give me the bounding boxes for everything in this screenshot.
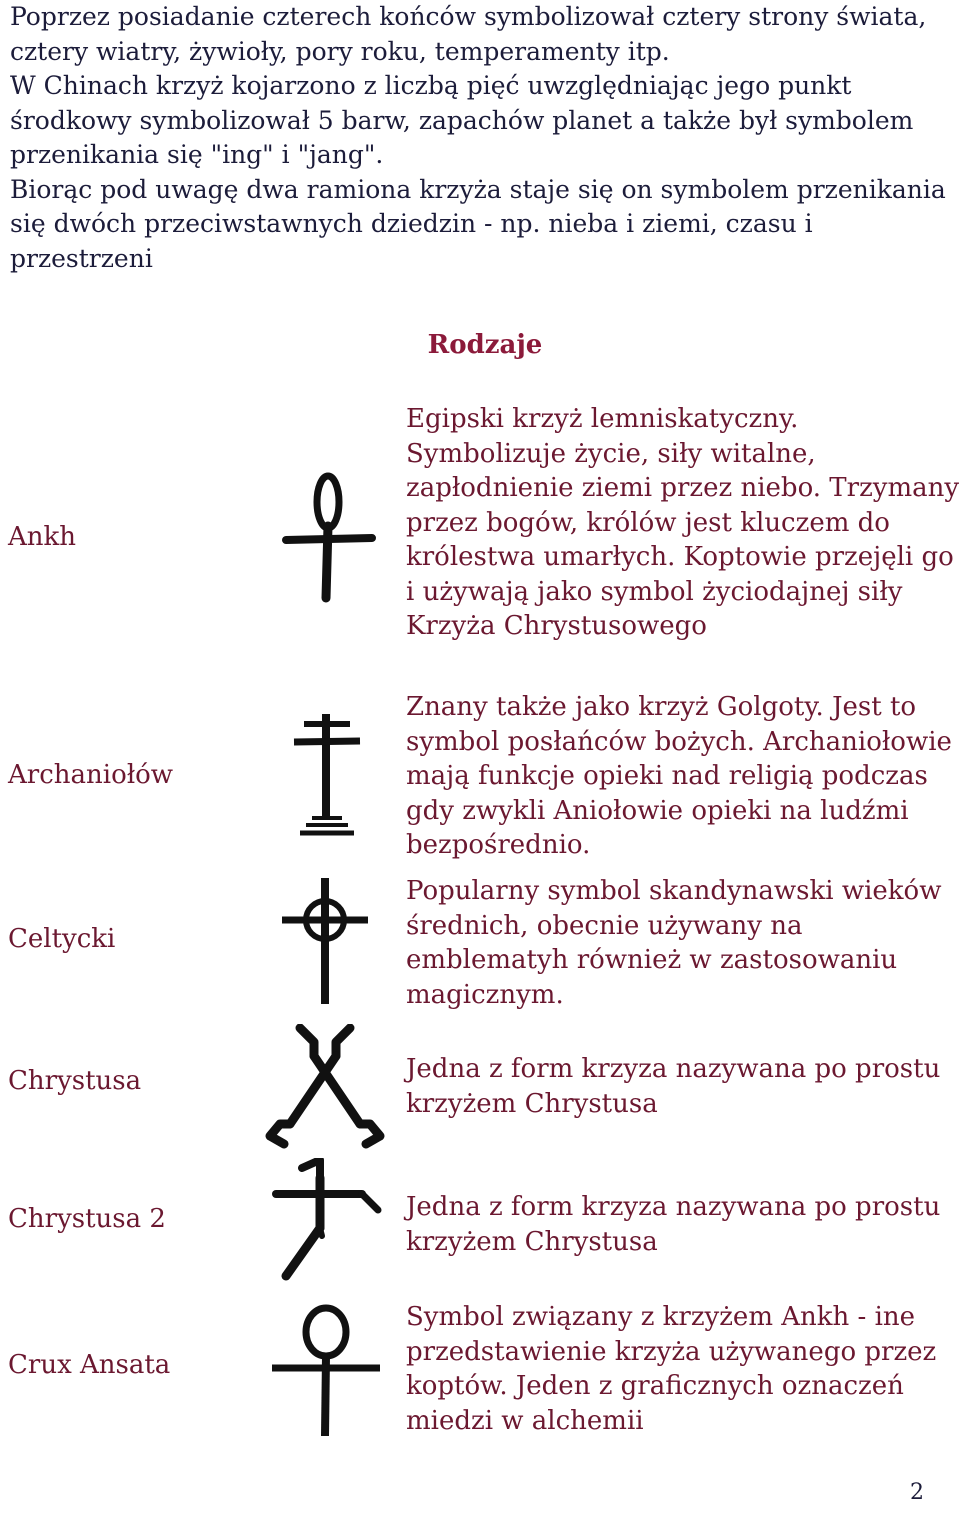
entry-name: Chrystusa 2 xyxy=(8,1204,166,1234)
entry-name: Chrystusa xyxy=(8,1066,142,1096)
entry-name: Celtycki xyxy=(8,924,116,954)
intro-text xyxy=(10,0,950,276)
entry-description: Jedna z form krzyza nazywana po prostu krzyżem Chrystusa xyxy=(406,1192,941,1257)
entry-name: Archaniołów xyxy=(8,760,174,790)
entry-description: Popularny symbol skandynawski wieków średnich, obecnie używany na emblematyh również w zastosowaniu magicznym. xyxy=(406,876,942,1010)
entry-description: Egipski krzyż lemniskatyczny. Symbolizuje życie, siły witalne, zapłodnienie ziemi przez niebo. Trzymany przez bogów, królów jest kluczem do królestwa umarłych. Koptowie przejęli go i używają jako symbol życiodajnej siły Krzyża Chrystusowego xyxy=(406,404,960,641)
entry-name: Ankh xyxy=(8,522,77,552)
section-heading: Rodzaje xyxy=(427,330,543,360)
page-number: 2 xyxy=(910,1480,924,1505)
archangel-cross-icon xyxy=(262,712,392,842)
entry-name: Crux Ansata xyxy=(8,1350,171,1380)
intro-paragraph-1: Poprzez posiadanie czterech końców symbolizował cztery strony świata, cztery wiatry, żywioły, pory roku, temperamenty itp. xyxy=(10,2,927,66)
christ-cross-2-icon xyxy=(262,1158,392,1286)
intro-paragraph-3: Biorąc pod uwagę dwa ramiona krzyża staje się on symbolem przenikania się dwóch przeciwstawnych dziedzin - np. nieba i ziemi, czasu i przestrzeni xyxy=(10,174,946,273)
ankh-icon xyxy=(262,468,392,603)
entry-description: Znany także jako krzyż Golgoty. Jest to symbol posłańców bożych. Archaniołowie mają funkcje opieki nad religią podczas gdy zwykli Aniołowie opieki na ludźmi bezpośrednio. xyxy=(406,692,952,860)
christ-cross-icon xyxy=(262,1024,392,1152)
intro-paragraph-2: W Chinach krzyż kojarzono z liczbą pięć uwzględniając jego punkt środkowy symbolizował 5 barw, zapachów planet a także był symbolem przenikania się "ing" i "jang". xyxy=(10,71,914,169)
entry-description: Symbol związany z krzyżem Ankh - ine przedstawienie krzyża używanego przez koptów. Jeden z graficznych oznaczeń miedzi w alchemii xyxy=(406,1302,937,1436)
celtic-cross-icon xyxy=(262,876,392,1006)
entry-description: Jedna z form krzyza nazywana po prostu krzyżem Chrystusa xyxy=(406,1054,941,1119)
crux-ansata-icon xyxy=(262,1302,392,1440)
